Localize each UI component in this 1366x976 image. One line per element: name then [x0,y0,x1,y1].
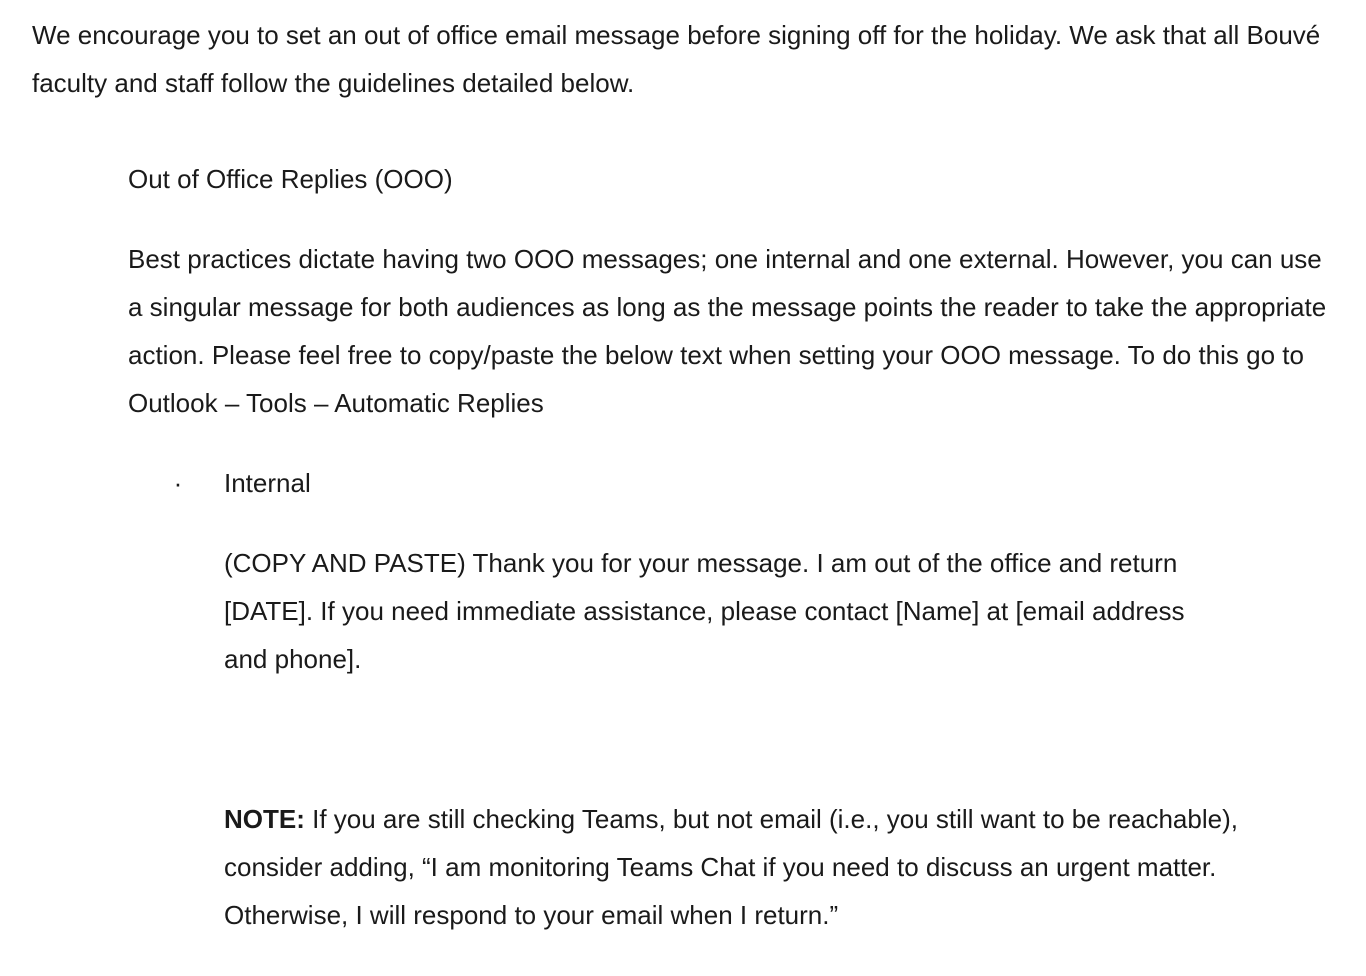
list-item-label: Internal [224,468,311,498]
note-paragraph [224,795,1334,939]
bullet-dot-icon: · [173,468,183,498]
note-text: If you are still checking Teams, but not email (i.e., you still want to be reachable), consider adding, “I am monitoring Teams Chat if you need to discuss an urgent matter. Otherwise, I will respond to your email when I return.” [224,804,1238,930]
list-item-internal [128,459,1228,507]
intro-paragraph: We encourage you to set an out of office email message before signing off for the holiday. We ask that all Bouvé faculty and staff follow the guidelines detailed below. [32,20,1321,98]
section-heading: Out of Office Replies (OOO) [128,164,453,194]
internal-message-template: (COPY AND PASTE) Thank you for your message. I am out of the office and return [DATE]. If you need immediate assistance, please contact [Name] at [email address and phone]. [224,548,1185,674]
note-label: NOTE: [224,804,305,834]
best-practices-paragraph: Best practices dictate having two OOO messages; one internal and one external. However, you can use a singular message for both audiences as long as the message points the reader to take the appropriate action. Please feel free to copy/paste the below text when setting your OOO message. To do this go to Outlook – Tools – Automatic Replies [128,244,1327,418]
